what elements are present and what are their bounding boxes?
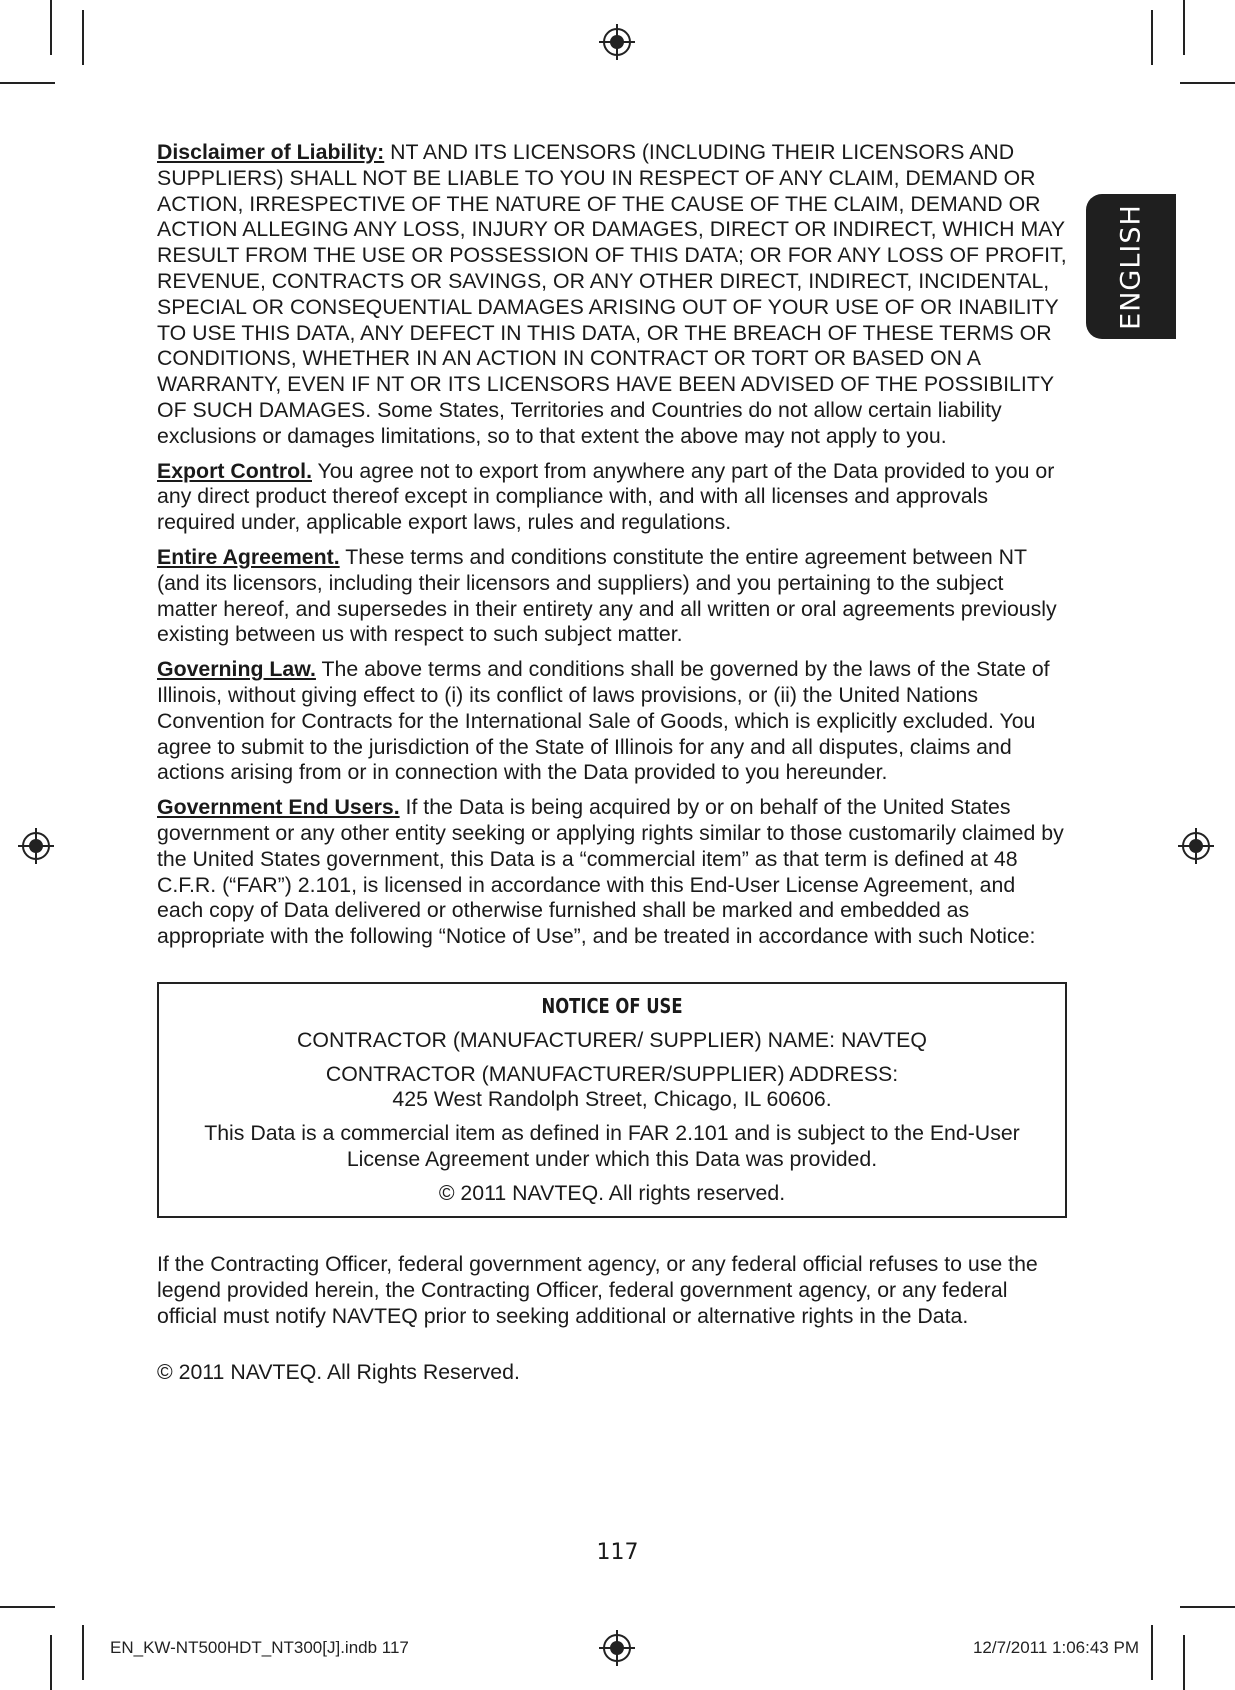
language-tab xyxy=(1086,194,1176,339)
paragraph-entire-agreement xyxy=(157,545,1067,648)
crop-mark xyxy=(1180,82,1235,84)
notice-address-label: CONTRACTOR (MANUFACTURER/SUPPLIER) ADDRESS: xyxy=(325,1061,899,1086)
document-body xyxy=(157,140,1067,1395)
crop-mark xyxy=(0,1606,55,1608)
crop-mark xyxy=(0,82,55,84)
notice-title: NOTICE OF USE xyxy=(541,993,683,1018)
language-tab-label: ENGLISH xyxy=(1115,203,1147,330)
crop-mark xyxy=(82,1625,84,1680)
slug-filename: EN_KW-NT500HDT_NT300[J].indb 117 xyxy=(110,1638,409,1657)
paragraph-contracting-officer: If the Contracting Officer, federal government agency, or any federal official refuses to use the legend provided herein, the Contracting Officer, federal government agency, or any federal official must notify NAVTEQ prior to seeking additional or alternative rights in the Data. xyxy=(157,1252,1038,1329)
notice-address-block xyxy=(169,1062,1055,1114)
crop-mark xyxy=(50,0,52,55)
crop-mark xyxy=(1151,10,1153,65)
paragraph-government-end-users xyxy=(157,795,1067,950)
notice-statement: This Data is a commercial item as defined in FAR 2.101 and is subject to the End-User License Agreement under which this Data was provided. xyxy=(204,1121,1020,1171)
notice-title-wrap xyxy=(169,994,1055,1028)
notice-contractor-name: CONTRACTOR (MANUFACTURER/ SUPPLIER) NAME: NAVTEQ xyxy=(297,1027,927,1052)
registration-mark-icon xyxy=(599,24,635,60)
page-number: 117 xyxy=(596,1540,639,1565)
registration-mark-icon xyxy=(18,828,54,864)
paragraph-heading: Government End Users. xyxy=(157,795,400,820)
paragraph-export-control xyxy=(157,459,1067,536)
copyright-footer: © 2011 NAVTEQ. All Rights Reserved. xyxy=(157,1359,520,1384)
paragraph-disclaimer xyxy=(157,140,1067,450)
registration-mark-icon xyxy=(1178,828,1214,864)
paragraph-heading: Disclaimer of Liability: xyxy=(157,140,385,164)
crop-mark xyxy=(50,1635,52,1690)
crop-mark xyxy=(1180,1606,1235,1608)
crop-mark xyxy=(1151,1625,1153,1680)
notice-of-use-box xyxy=(157,982,1067,1219)
paragraph-governing-law xyxy=(157,657,1067,786)
slug-timestamp: 12/7/2011 1:06:43 PM xyxy=(972,1638,1139,1657)
paragraph-heading: Export Control. xyxy=(157,458,312,483)
crop-mark xyxy=(1183,0,1185,55)
paragraph-text: The above terms and conditions shall be governed by the laws of the State of Illinois, without giving effect to (i) its conflict of laws provisions, or (ii) the United Nations Convention for Contracts for the International Sale of Goods, which is explicitly excluded. You agree to submit to the jurisdiction of the State of Illinois for any and all disputes, claims and actions arising from or in connection with the Data provided to you hereunder. xyxy=(157,657,1050,785)
paragraph-text: These terms and conditions constitute the entire agreement between NT (and its licensors, including their licensors and suppliers) and you pertaining to the subject matter hereof, and supersedes in their entirety any and all written or oral agreements previously existing between us with respect to such subject matter. xyxy=(157,544,1057,647)
paragraph-text: If the Data is being acquired by or on behalf of the United States government or any other entity seeking or applying rights similar to those customarily claimed by the United States government, this Data is a “commercial item” as that term is defined at 48 C.F.R. (“FAR”) 2.101, is licensed in accordance with this End-User License Agreement, and each copy of Data delivered or otherwise furnished shall be marked and embedded as appropriate with the following “Notice of Use”, and be treated in accordance with such Notice: xyxy=(157,795,1064,949)
paragraph-text: You agree not to export from anywhere any part of the Data provided to you or any direct product thereof except in compliance with, and with all licenses and approvals required under, applicable export laws, rules and regulations. xyxy=(157,458,1055,535)
crop-mark xyxy=(1183,1635,1185,1690)
registration-mark-icon xyxy=(599,1630,635,1666)
notice-address: 425 West Randolph Street, Chicago, IL 60606. xyxy=(392,1087,832,1112)
paragraph-heading: Governing Law. xyxy=(157,657,316,682)
notice-copyright: © 2011 NAVTEQ. All rights reserved. xyxy=(438,1180,786,1205)
crop-mark xyxy=(82,10,84,65)
paragraph-heading: Entire Agreement. xyxy=(157,544,340,569)
paragraph-text: NT AND ITS LICENSORS (INCLUDING THEIR LICENSORS AND SUPPLIERS) SHALL NOT BE LIABLE TO YOU IN RESPECT OF ANY CLAIM, DEMAND OR ACTION, IRRESPECTIVE OF THE NATURE OF THE CAUSE OF THE CLAIM, DEMAND OR ACTION ALLEGING ANY LOSS, INJURY OR DAMAGES, DIRECT OR INDIRECT, WHICH MAY RESULT FROM THE USE OR POSSESSION OF THIS DATA; OR FOR ANY LOSS OF PROFIT, REVENUE, CONTRACTS OR SAVINGS, OR ANY OTHER DIRECT, INDIRECT, INCIDENTAL, SPECIAL OR CONSEQUENTIAL DAMAGES ARISING OUT OF YOUR USE OF OR INABILITY TO USE THIS DATA, ANY DEFECT IN THIS DATA, OR THE BREACH OF THESE TERMS OR CONDITIONS, WHETHER IN AN ACTION IN CONTRACT OR TORT OR BASED ON A WARRANTY, EVEN IF NT OR ITS LICENSORS HAVE BEEN ADVISED OF THE POSSIBILITY OF SUCH DAMAGES. Some States, Territories and Countries do not allow certain liability exclusions or damages limitations, so to that extent the above may not apply to you. xyxy=(157,140,1067,448)
